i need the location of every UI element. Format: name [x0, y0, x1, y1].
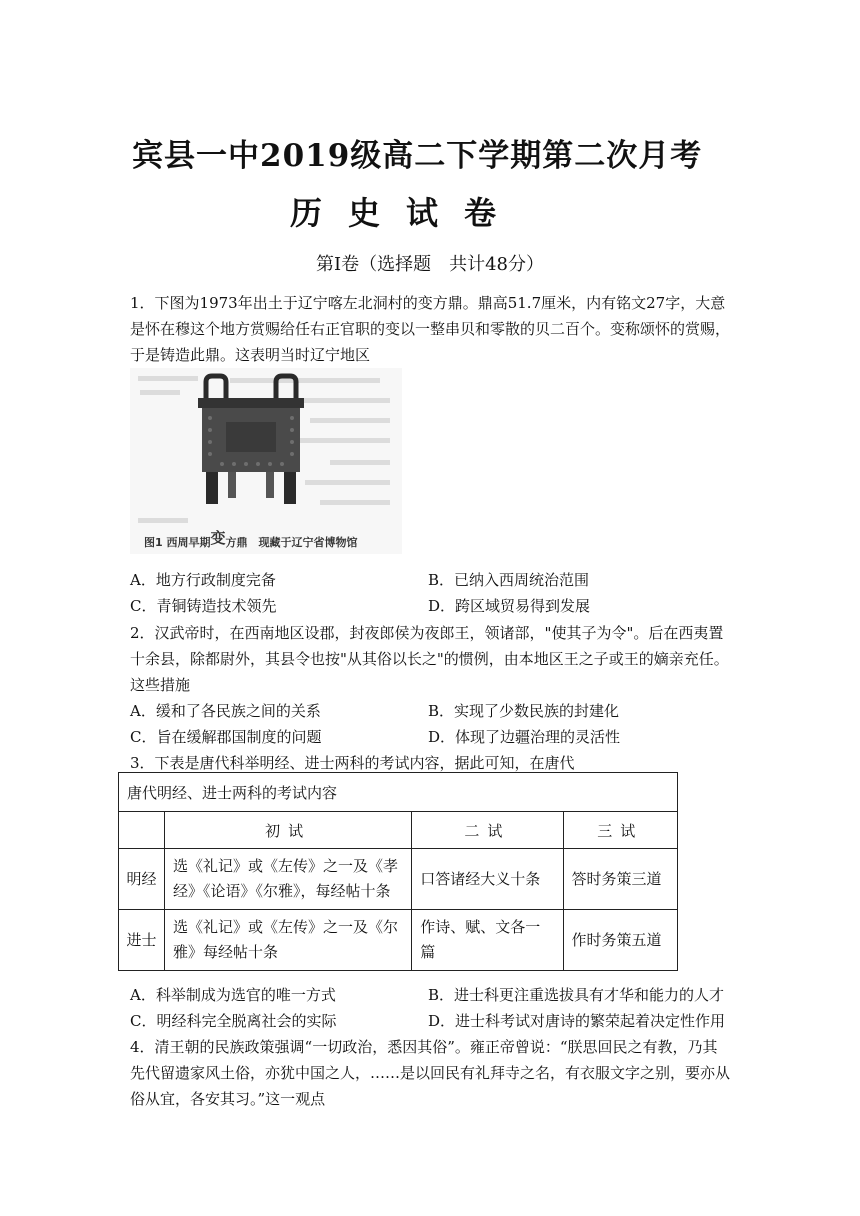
table-header-second-exam: 二试	[412, 812, 563, 849]
table-row	[119, 910, 678, 971]
table-row	[119, 849, 678, 910]
exam-content-table	[118, 772, 678, 971]
subject-char: 历	[290, 194, 325, 232]
table-cell: 作诗、赋、文各一篇	[412, 910, 563, 971]
question-1-stem: 1．下图为1973年出土于辽宁喀左北洞村的变方鼎。鼎高51.7厘米，内有铭文27字，大意是怀在穆这个地方赏赐给任右正官职的变以一整串贝和零散的贝二百个。变称颂怀的赏赐，于是铸造此鼎。这表明当时辽宁地区	[130, 294, 731, 364]
table-cell: 作时务策五道	[563, 910, 677, 971]
table-cell: 选《礼记》或《左传》之一及《孝经》《论语》《尔雅》，每经帖十条	[164, 849, 411, 910]
subject-char: 试	[406, 194, 441, 232]
subject-char: 卷	[464, 194, 499, 232]
q2-option-c: C．旨在缓解郡国制度的问题	[130, 728, 322, 746]
table-header-first-exam: 初试	[164, 812, 411, 849]
q3-option-c: C．明经科完全脱离社会的实际	[130, 1012, 337, 1030]
q3-option-d: D．进士科考试对唐诗的繁荣起着决定性作用	[428, 1012, 726, 1030]
q1-option-b: B．已纳入西周统治范围	[428, 571, 590, 589]
q2-option-d: D．体现了边疆治理的灵活性	[428, 728, 621, 746]
q1-option-a: A．地方行政制度完备	[130, 571, 276, 589]
q2-option-b: B．实现了少数民族的封建化	[428, 702, 620, 720]
question-2-stem: 2．汉武帝时，在西南地区设郡，封夜郎侯为夜郎王，领诸部，"使其子为令"。后在西夷置十余县，除都尉外，其县令也按"从其俗以长之"的惯例，由本地区王之子或王的嫡亲充任。这些措施	[130, 624, 729, 694]
section-heading: 第Ⅰ卷（选择题 共计48分）	[315, 254, 544, 275]
photo-caption-char: 变	[210, 529, 226, 547]
photo-caption-prefix: 图1 西周早期	[144, 536, 211, 549]
subject-char: 史	[348, 194, 383, 232]
table-row-label: 明经	[119, 849, 165, 910]
question-4-stem: 4．清王朝的民族政策强调“一切政治，悉因其俗”。雍正帝曾说：“朕思回民之有教，乃其先代留遗家风土俗，亦犹中国之人，……是以回民有礼拜寺之名，有衣服文字之别，要亦从俗从宜，各安其习。”这一观点	[130, 1038, 731, 1108]
q3-option-a: A．科举制成为选官的唯一方式	[130, 986, 336, 1004]
subject-title	[290, 188, 498, 234]
q1-option-d: D．跨区域贸易得到发展	[428, 597, 591, 615]
bronze-ding-photo	[130, 368, 402, 554]
exam-title: 宾县一中2019级高二下学期第二次月考	[132, 138, 703, 174]
photo-caption-suffix: 方鼎 现藏于辽宁省博物馆	[225, 536, 358, 549]
table-header-empty	[119, 812, 165, 849]
q1-option-c: C．青铜铸造技术领先	[130, 597, 277, 615]
table-header-third-exam: 三试	[563, 812, 677, 849]
table-cell: 选《礼记》或《左传》之一及《尔雅》每经帖十条	[164, 910, 411, 971]
question-3-stem: 3．下表是唐代科举明经、进士两科的考试内容，据此可知，在唐代	[130, 754, 575, 772]
table-cell: 口答诸经大义十条	[412, 849, 563, 910]
table-caption: 唐代明经、进士两科的考试内容	[119, 773, 678, 812]
q2-option-a: A．缓和了各民族之间的关系	[130, 702, 321, 720]
q3-option-b: B．进士科更注重选拔具有才华和能力的人才	[428, 986, 725, 1004]
table-cell: 答时务策三道	[563, 849, 677, 910]
table-row-label: 进士	[119, 910, 165, 971]
